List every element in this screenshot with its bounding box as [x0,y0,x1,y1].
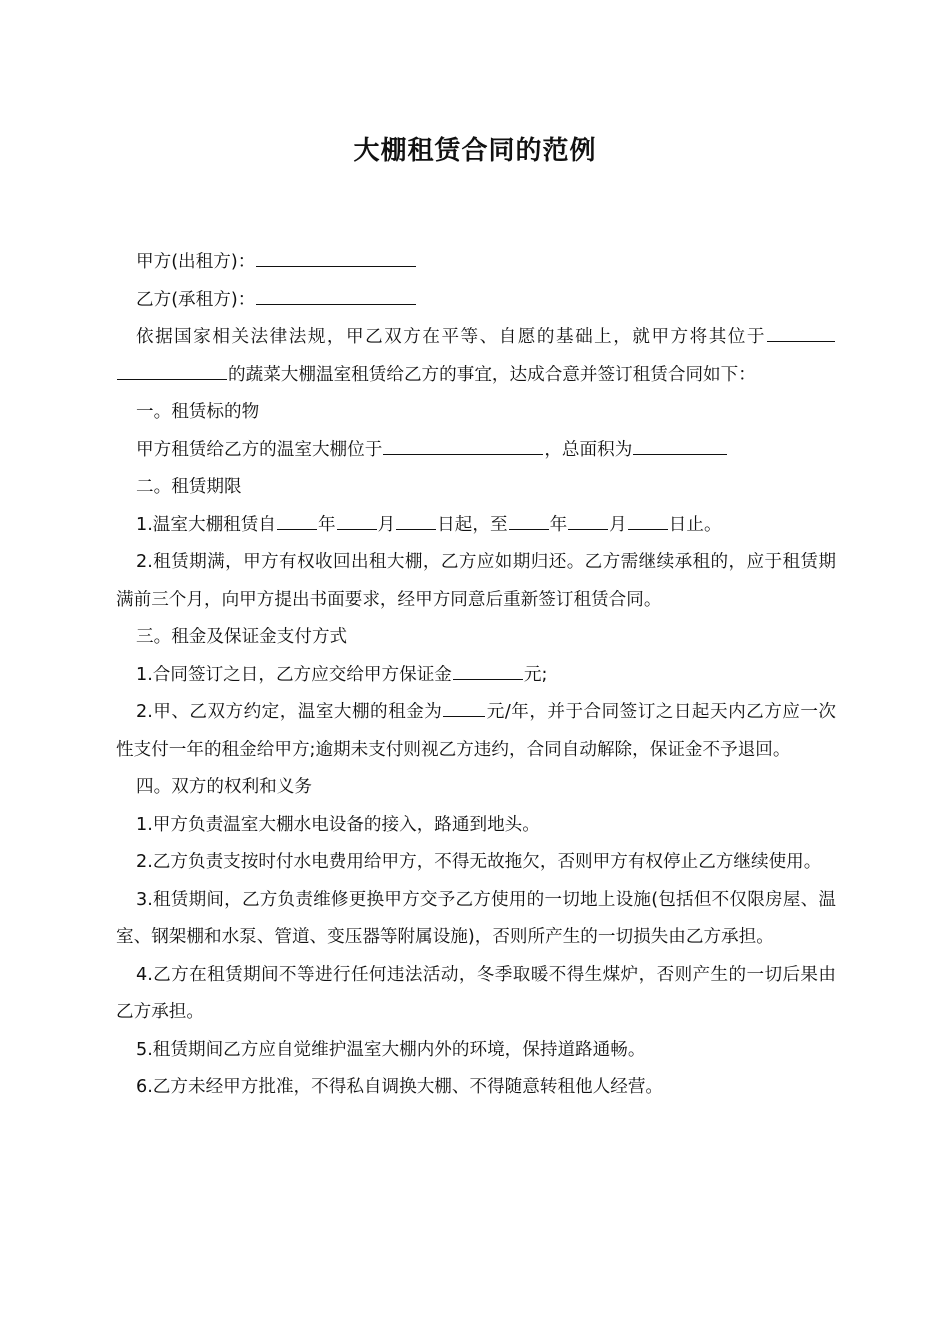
document-title: 大棚租赁合同的范例 [353,136,597,166]
deposit-blank [453,660,523,679]
location-blank-b [117,360,227,379]
end-month-blank [568,510,608,529]
section-4-item: 6.乙方未经甲方批准，不得私自调换大棚、不得随意转租他人经营。 [136,1077,664,1097]
section-3-heading: 三。租金及保证金支付方式 [136,627,348,647]
s1-text-b: ，总面积为 [544,439,633,460]
preamble-text-2: 的蔬菜大棚温室租赁给乙方的事宜，达成合意并签订租赁合同如下： [228,364,756,385]
contract-body [116,244,836,1107]
s2-item1-text: 1.温室大棚租赁自 [136,514,276,535]
section-4-heading: 四。双方的权利和义务 [136,777,312,797]
section-2-heading: 二。租赁期限 [136,477,242,497]
day-from: 日起，至 [437,514,508,535]
s3-item1-text: 1.合同签订之日，乙方应交给甲方保证金 [136,664,452,685]
s3-item2-text-b: 元/年，并于合同签订之日起天内乙方应一次性支付一年的租金给甲方;逾期未支付则视乙方违约，合同自动解除，保证金不予退回。 [116,702,836,760]
party-b-label: 乙方(承租方)： [136,289,256,310]
rent-blank [443,698,485,717]
section-1-text [116,432,836,470]
unit-month: 月 [609,514,627,535]
section-4-item: 1.甲方负责温室大棚水电设备的接入，路通到地头。 [136,814,540,835]
section-2-item-1 [116,507,836,545]
party-a-label: 甲方(出租方)： [136,252,256,272]
section-3-item-2 [116,694,836,769]
end-day-blank [628,510,668,529]
greenhouse-location-blank [383,435,543,454]
unit-month: 月 [377,514,396,535]
section-4-item: 5.租赁期间乙方应自觉维护温室大棚内外的环境，保持道路通畅。 [136,1039,646,1060]
start-day-blank [396,510,436,529]
section-3-item-1 [116,657,836,695]
section-4-item: 4.乙方在租赁期间不等进行任何违法活动，冬季取暖不得生煤炉，否则产生的一切后果由乙方承担。 [116,964,836,1022]
s3-item2-text-a: 2.甲、乙双方约定，温室大棚的租金为 [136,702,443,722]
section-2-item-2: 2.租赁期满，甲方有权收回出租大棚，乙方应如期归还。乙方需继续承租的，应于租赁期满前三个月，向甲方提出书面要求，经甲方同意后重新签订租赁合同。 [116,552,836,610]
party-b-line [116,282,836,320]
unit-year: 年 [549,514,568,535]
area-blank [633,435,727,454]
preamble-text-1: 依据国家相关法律法规，甲乙双方在平等、自愿的基础上，就甲方将其位于 [136,327,766,347]
section-4-item: 2.乙方负责支按时付水电费用给甲方，不得无故拖欠，否则甲方有权停止乙方继续使用。 [136,852,822,872]
location-blank-a [767,323,835,342]
end-year-blank [509,510,549,529]
section-1-heading: 一。租赁标的物 [136,402,260,422]
party-a-blank [256,248,416,267]
preamble [116,319,836,394]
unit-year: 年 [317,514,336,535]
start-month-blank [337,510,377,529]
s3-item1-unit: 元; [523,664,548,685]
start-year-blank [277,510,317,529]
section-4-item: 3.租赁期间，乙方负责维修更换甲方交予乙方使用的一切地上设施(包括但不仅限房屋、温室、钢架棚和水泵、管道、变压器等附属设施)，否则所产生的一切损失由乙方承担。 [116,889,836,947]
party-b-blank [256,285,416,304]
party-a-line [116,244,836,282]
day-to: 日止。 [668,514,722,535]
s1-text-a: 甲方租赁给乙方的温室大棚位于 [136,439,383,460]
